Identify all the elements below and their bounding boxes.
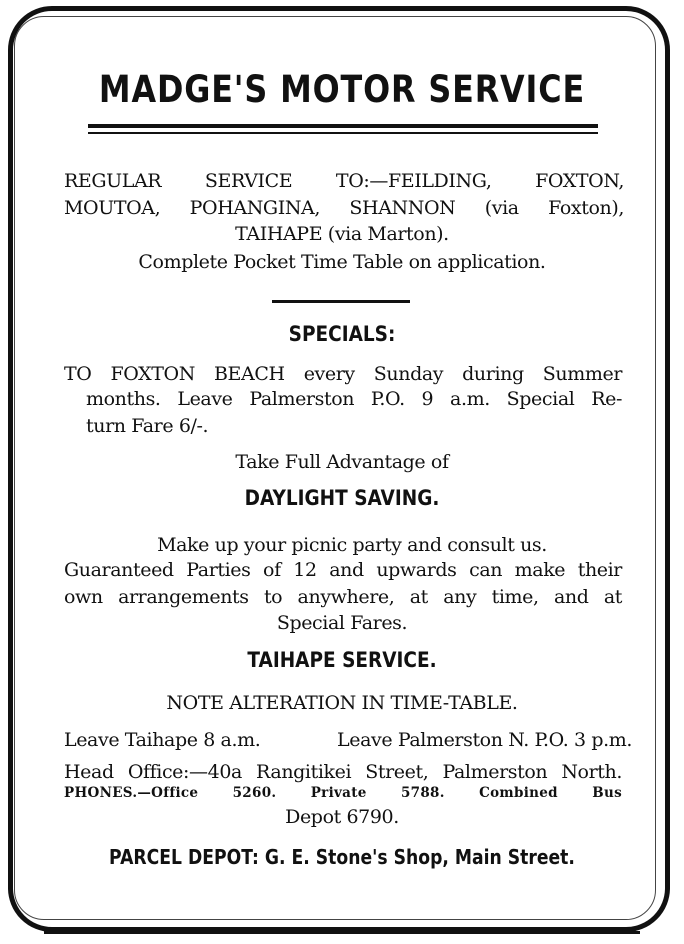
specials-heading: SPECIALS: <box>288 322 396 346</box>
daylight-heading: DAYLIGHT SAVING. <box>244 486 440 510</box>
daylight-line-1: Make up your picnic party and consult us. <box>157 534 547 556</box>
regular-line-3: TAIHAPE (via Marton). <box>235 223 449 245</box>
timetable-note: Complete Pocket Time Table on application. <box>138 251 546 273</box>
page-title: MADGE'S MOTOR SERVICE <box>98 68 586 111</box>
leave-taihape: Leave Taihape 8 a.m. <box>64 729 261 751</box>
leave-palmerston: Leave Palmerston N. P.O. 3 p.m. <box>337 729 632 751</box>
parcel-depot: PARCEL DEPOT: G. E. Stone's Shop, Main Street. <box>109 845 575 869</box>
title-rule-bottom <box>88 132 598 134</box>
specials-line-1: TO FOXTON BEACH every Sunday during Summer <box>64 363 622 385</box>
advantage-line: Take Full Advantage of <box>235 451 449 473</box>
regular-line-1: REGULAR SERVICE TO:—FEILDING, FOXTON, <box>64 170 624 192</box>
head-office: Head Office:—40a Rangitikei Street, Palmerston North. <box>64 761 622 783</box>
depot-line: Depot 6790. <box>285 806 399 828</box>
title-rule-top <box>88 124 598 128</box>
specials-line-2: months. Leave Palmerston P.O. 9 a.m. Special Re- <box>86 388 622 410</box>
daylight-line-3: own arrangements to anywhere, at any time, and at <box>64 586 622 608</box>
bottom-rule <box>44 931 640 934</box>
daylight-line-4: Special Fares. <box>276 612 408 634</box>
section-divider <box>272 300 410 303</box>
specials-line-3: turn Fare 6/-. <box>86 415 209 437</box>
regular-line-2: MOUTOA, POHANGINA, SHANNON (via Foxton), <box>64 197 624 219</box>
timetable-alteration: NOTE ALTERATION IN TIME-TABLE. <box>166 692 518 714</box>
taihape-heading: TAIHAPE SERVICE. <box>247 648 437 672</box>
daylight-line-2: Guaranteed Parties of 12 and upwards can make their <box>64 559 622 581</box>
phones-line: PHONES.—Office 5260. Private 5788. Combined Bus <box>64 785 622 801</box>
